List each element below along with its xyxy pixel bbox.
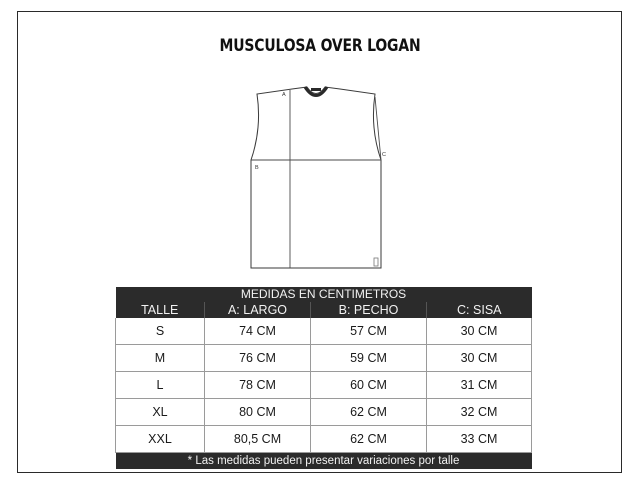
label-a: A [282,92,286,98]
column-header-row [116,302,532,318]
sisa-cell: 30 CM [427,318,532,345]
column-header: A: LARGO [205,302,311,318]
shirt-outline [251,87,381,268]
column-header: B: PECHO [311,302,427,318]
pecho-cell: 62 CM [311,399,427,426]
sisa-cell: 30 CM [427,345,532,372]
label-b: B [255,165,259,171]
table-footnote: * Las medidas pueden presentar variaciones por talle [116,453,532,470]
table-row [116,426,532,453]
sisa-cell: 33 CM [427,426,532,453]
sisa-cell: 32 CM [427,399,532,426]
pecho-cell: 60 CM [311,372,427,399]
table-row [116,318,532,345]
pecho-cell: 59 CM [311,345,427,372]
largo-cell: 78 CM [205,372,311,399]
column-header: TALLE [116,302,205,318]
product-title: MUSCULOSA OVER LOGAN [219,36,421,56]
table-footnote-row [116,453,532,470]
size-cell: S [116,318,205,345]
table-heading-row [116,287,532,302]
size-cell: XXL [116,426,205,453]
largo-cell: 74 CM [205,318,311,345]
size-cell: M [116,345,205,372]
size-cell: L [116,372,205,399]
neck-tag [311,88,321,91]
label-c: C [382,152,386,158]
largo-cell: 80,5 CM [205,426,311,453]
table-row [116,372,532,399]
table-row [116,399,532,426]
size-cell: XL [116,399,205,426]
sisa-cell: 31 CM [427,372,532,399]
size-chart-table [115,287,532,469]
column-header: C: SISA [427,302,532,318]
table-row [116,345,532,372]
largo-cell: 76 CM [205,345,311,372]
table-heading: MEDIDAS EN CENTIMETROS [116,287,532,302]
pecho-cell: 57 CM [311,318,427,345]
pecho-cell: 62 CM [311,426,427,453]
largo-cell: 80 CM [205,399,311,426]
